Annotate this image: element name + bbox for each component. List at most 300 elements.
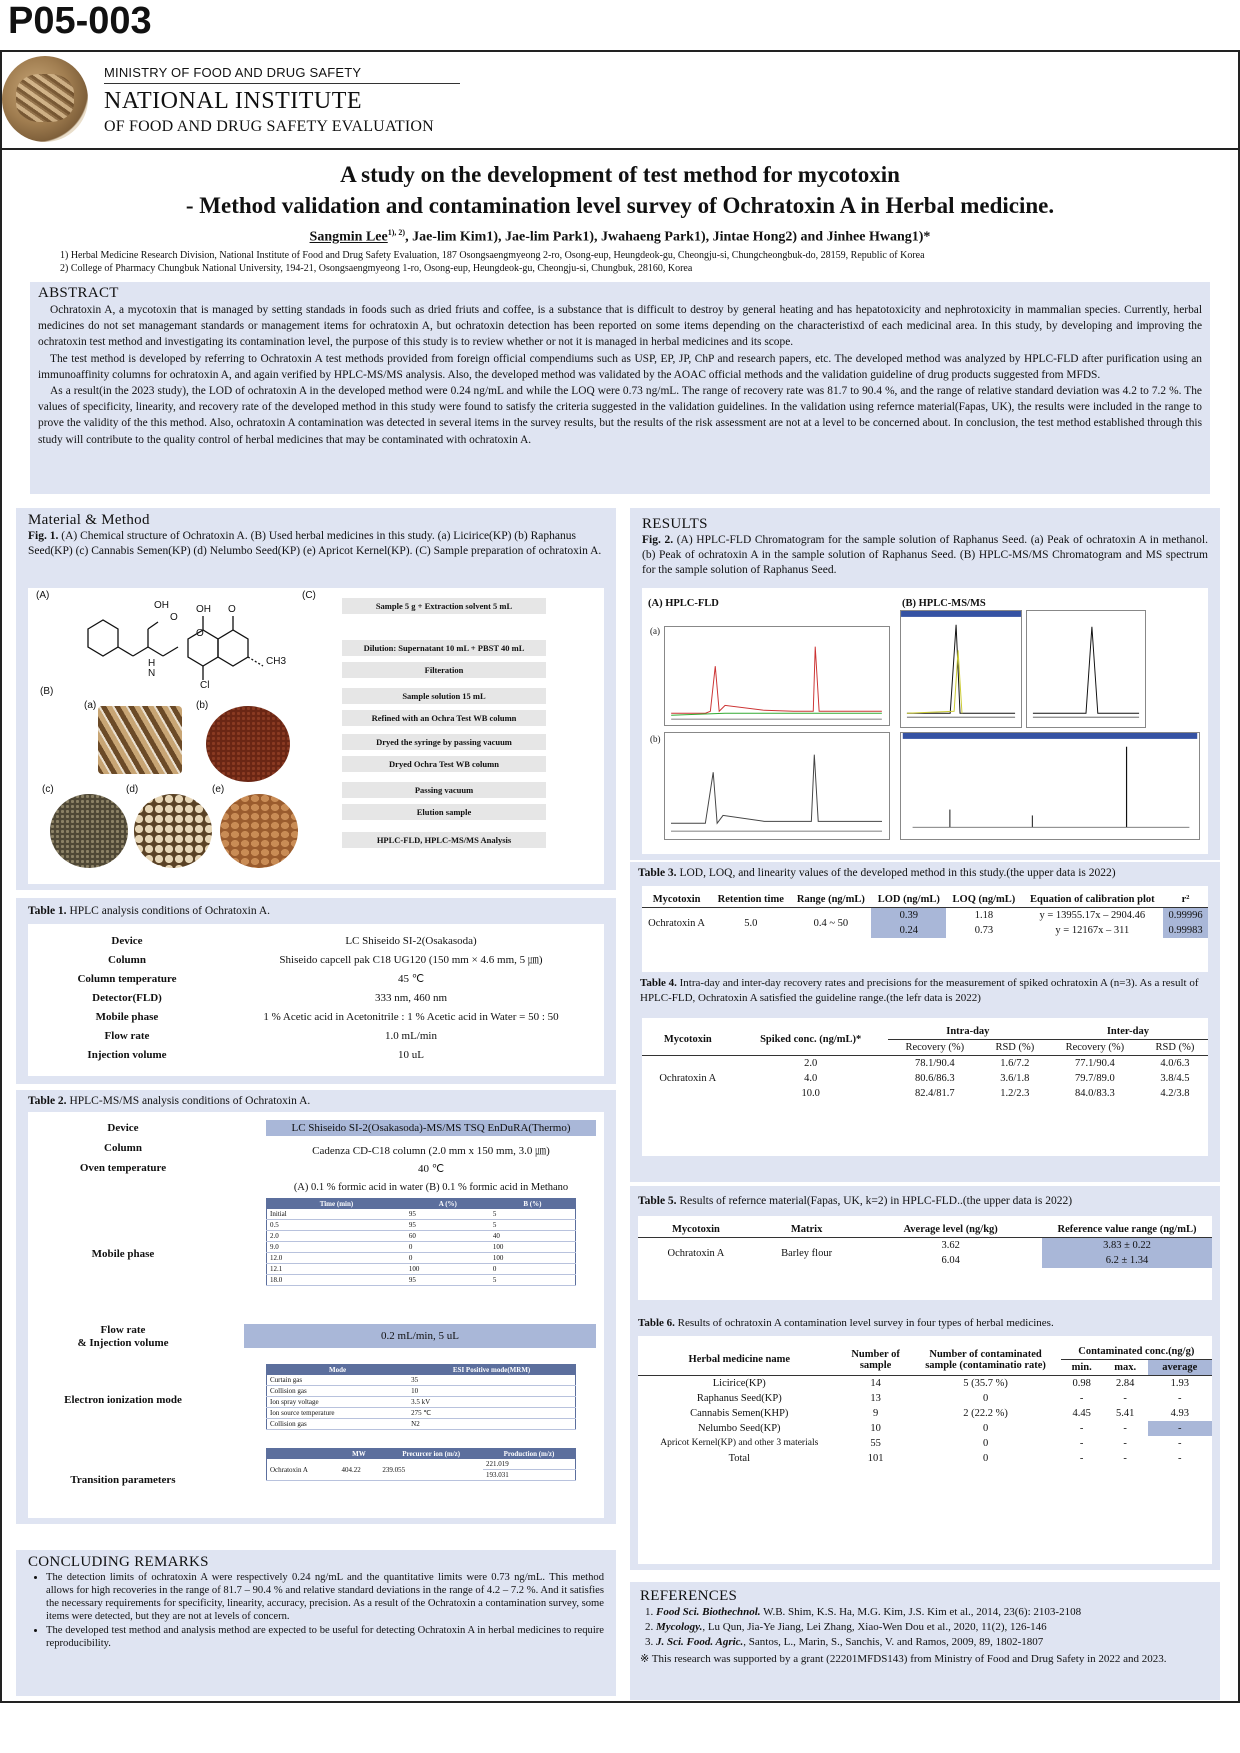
t2-flow-key: Flow rate & Injection volume — [77, 1324, 169, 1349]
table-cell: 10.0 — [801, 1088, 820, 1099]
table-header: Mode — [267, 1365, 409, 1376]
t2-oven-value: 40 ℃ — [417, 1163, 445, 1175]
table-cell: Mobile phase — [95, 1011, 159, 1023]
table-cell: 275 ℃ — [408, 1408, 575, 1419]
table-cell: - — [1178, 1438, 1182, 1449]
title-line-1: A study on the development of test method for mycotoxin — [340, 162, 900, 187]
panel-label-B: (B) — [40, 686, 54, 697]
table4-caption-text: Intra-day and inter-day recovery rates and precisions for the measurement of spiked ochratoxin A (n=3). As a result of HPLC-FLD, Ochratoxin A satisfied the guideline range.(the lefr data is 2022) — [640, 977, 1199, 1004]
table-cell: 79.7/89.0 — [1075, 1073, 1115, 1084]
hplc-fld-chromatogram-a — [664, 626, 890, 726]
table-row — [32, 970, 600, 989]
table-cell: Curtain gas — [267, 1375, 409, 1386]
t2-ei-key: Electron ionization mode — [64, 1394, 182, 1406]
table-cell: Column — [108, 954, 146, 966]
table-cell: 0.24 — [871, 923, 946, 938]
table-cell: 221.019 — [483, 1459, 576, 1470]
table-row — [638, 1344, 1212, 1360]
ei-table — [266, 1364, 576, 1430]
flow-step: Dryed the syringe by passing vacuum — [342, 734, 546, 750]
table-cell: 9 — [872, 1408, 879, 1419]
abstract-panel — [30, 282, 1210, 494]
table-cell: 5 — [490, 1209, 576, 1220]
table-row — [642, 908, 1208, 924]
results-panel — [630, 508, 1220, 860]
table-cell: 0.73 — [974, 925, 994, 936]
flow-step: Elution sample — [342, 804, 546, 820]
table-cell: 9.0 — [267, 1242, 406, 1253]
table-header: Mycotoxin — [652, 894, 701, 905]
table-cell: 4.93 — [1170, 1408, 1189, 1419]
table-header: Matrix — [790, 1224, 823, 1235]
table-cell: 6.2 ± 1.34 — [1042, 1253, 1212, 1268]
table-row — [638, 1406, 1212, 1421]
table-header: Number of contaminated sample (contaminatio rate) — [925, 1348, 1046, 1371]
table-cell: y = 13955.17x – 2904.46 — [1039, 910, 1146, 921]
table-cell: Barley flour — [781, 1247, 833, 1259]
table-cell: 4.2/3.8 — [1160, 1088, 1190, 1099]
table-row — [638, 1436, 1212, 1451]
table-cell: Flow rate — [104, 1030, 150, 1042]
table-cell: Ochratoxin A — [667, 1247, 725, 1259]
table-cell: 1 % Acetic acid in Acetonitrile : 1 % Acetic acid in Water = 50 : 50 — [263, 1011, 559, 1023]
table2-caption — [28, 1094, 604, 1109]
table3-label: Table 3. — [638, 867, 677, 879]
flow-step: Refined with an Ochra Test WB column — [342, 710, 546, 726]
table-cell: - — [1079, 1393, 1084, 1404]
table-row — [32, 951, 600, 970]
table5-label: Table 5. — [638, 1195, 677, 1207]
table-cell: Column temperature — [77, 973, 177, 985]
table-cell: 40 — [490, 1231, 576, 1242]
table-cell: 1.2/2.3 — [1000, 1088, 1030, 1099]
funding-note: ※ This research was supported by a grant (22201MFDS143) from Ministry of Food and Drug Safety in 2022 and 2023. — [640, 1653, 1167, 1665]
table-row — [267, 1199, 576, 1210]
table6-label: Table 6. — [638, 1317, 675, 1329]
table-cell: 13 — [870, 1393, 881, 1404]
table-header — [267, 1449, 339, 1460]
table-header: Herbal medicine name — [688, 1354, 791, 1365]
ms-spectrum — [900, 732, 1200, 840]
table-header: LOQ (ng/mL) — [952, 894, 1016, 905]
table-header: Intra-day — [888, 1024, 1048, 1040]
table-row — [638, 1238, 1212, 1254]
table-header: average — [1148, 1360, 1212, 1376]
table-cell: - — [1178, 1393, 1182, 1404]
panel-label-a: (a) — [84, 700, 97, 711]
panel-label-c: (c) — [42, 784, 54, 795]
fig1-figure — [28, 588, 604, 884]
table-row — [267, 1397, 576, 1408]
table-cell: - — [1079, 1423, 1084, 1434]
table-header: r² — [1181, 894, 1190, 905]
table3-caption — [638, 866, 1212, 881]
gradient-table — [266, 1198, 576, 1286]
struct-label: OH — [154, 600, 169, 611]
table-header: Time (min) — [267, 1199, 406, 1210]
table-cell: 77.1/90.4 — [1075, 1058, 1115, 1069]
table-cell: 0.98 — [1072, 1378, 1091, 1389]
table2-label: Table 2. — [28, 1095, 67, 1107]
table-cell: 6.04 — [941, 1255, 960, 1266]
table-cell: 0.99983 — [1163, 923, 1208, 938]
fig2-caption — [642, 533, 1208, 578]
table-cell: 95 — [406, 1220, 490, 1231]
table-cell: 100 — [490, 1253, 576, 1264]
conclusion-panel — [16, 1550, 616, 1696]
table-row — [32, 1046, 600, 1065]
table-row — [638, 1376, 1212, 1392]
table-cell: Total — [728, 1453, 750, 1464]
table-cell: 4.0/6.3 — [1160, 1058, 1190, 1069]
table-cell: 3.62 — [941, 1240, 960, 1251]
table-row — [267, 1275, 576, 1286]
table2-caption-text: HPLC-MS/MS analysis conditions of Ochratoxin A. — [66, 1095, 311, 1107]
table4-caption — [640, 976, 1210, 1006]
fig1-label: Fig. 1. — [28, 530, 59, 542]
table5-6-panel — [630, 1186, 1220, 1570]
table-cell: 10 — [870, 1423, 881, 1434]
table-cell: Ochratoxin A — [267, 1459, 339, 1481]
table-header: ESI Positive mode(MRM) — [408, 1365, 575, 1376]
msms-spectrum-top — [1026, 610, 1146, 728]
flow-step: Filteration — [342, 662, 546, 678]
table-row — [32, 932, 600, 951]
ref-journal: Food Sci. Biothechnol. — [656, 1606, 761, 1618]
fig2-panel-a-label: (A) HPLC-FLD — [648, 598, 719, 609]
table-cell: 333 nm, 460 nm — [374, 992, 448, 1004]
table-cell: 95 — [406, 1209, 490, 1220]
table-header: Mycotoxin — [663, 1034, 712, 1045]
table-row — [267, 1386, 576, 1397]
struct-label: OH — [196, 604, 211, 615]
table4-box — [642, 1018, 1208, 1156]
table-header: Spiked conc. (ng/mL)* — [760, 1034, 862, 1045]
panel-label-d: (d) — [126, 784, 139, 795]
raphanus-seed-photo — [206, 706, 290, 782]
table-cell: Apricot Kernel(KP) and other 3 materials — [660, 1438, 819, 1448]
material-method-heading: Material & Method — [28, 512, 150, 528]
table6-box — [638, 1336, 1212, 1564]
licorice-photo — [98, 706, 182, 774]
results-heading: RESULTS — [642, 516, 708, 532]
ref-journal: Mycology. — [656, 1621, 703, 1633]
references-heading: REFERENCES — [640, 1588, 738, 1604]
table-cell: 55 — [870, 1438, 881, 1449]
struct-label: N — [148, 668, 156, 679]
table-header: Equation of calibration plot — [1030, 894, 1155, 905]
fig2-figure — [642, 588, 1208, 854]
table-cell: 80.6/86.3 — [914, 1073, 955, 1084]
cannabis-semen-photo — [50, 794, 128, 868]
table-row — [32, 1008, 600, 1027]
table5-box — [638, 1216, 1212, 1300]
table-cell: Initial — [267, 1209, 406, 1220]
table1-caption-text: HPLC analysis conditions of Ochratoxin A. — [66, 905, 271, 917]
table1-caption — [28, 904, 604, 919]
table-cell: 1.0 mL/min — [385, 1030, 437, 1042]
struct-label: O — [228, 604, 236, 615]
panel-label-e: (e) — [212, 784, 225, 795]
affiliation-1: 1) Herbal Medicine Research Division, National Institute of Food and Drug Safety Evaluation, 187 Osongsaengmyeong 2-ro, Osong-eup, Heungdeok-gu, Cheongju-si, Chungcheongbuk-do, 28159, Republic of Korea — [60, 250, 925, 261]
header-divider — [104, 83, 460, 84]
table4 — [642, 1024, 1208, 1101]
table-row — [267, 1449, 576, 1460]
institute-subname: OF FOOD AND DRUG SAFETY EVALUATION — [104, 118, 434, 135]
table-cell: 12.0 — [267, 1253, 406, 1264]
table-header: A (%) — [406, 1199, 490, 1210]
table-cell: 5 — [490, 1275, 576, 1286]
table-cell: 35 — [408, 1375, 575, 1386]
hplc-fld-chromatogram-b — [664, 732, 890, 840]
table-cell: 18.0 — [267, 1275, 406, 1286]
table-cell: 78.1/90.4 — [914, 1058, 955, 1069]
table-cell: 0 — [406, 1242, 490, 1253]
table-row — [267, 1375, 576, 1386]
msms-chromatogram — [900, 610, 1022, 728]
table-cell: Ochratoxin A — [659, 1073, 717, 1084]
fig2-label: Fig. 2. — [642, 534, 674, 546]
table-cell: 84.0/83.3 — [1075, 1088, 1115, 1099]
fig1-caption-text: (A) Chemical structure of Ochratoxin A. (B) Used herbal medicines in this study. (a) Licirice(KP) (b) Raphanus Seed(KP) (c) Cannabis Semen(KP) (d) Nelumbo Seed(KP) (e) Apricot Kernel(KP). (C) Sample preparation of ochratoxin A. — [28, 530, 602, 557]
table-cell: 1.93 — [1170, 1378, 1189, 1389]
ministry-name: MINISTRY OF FOOD AND DRUG SAFETY — [104, 65, 362, 80]
fig1-caption — [28, 529, 604, 559]
table1-panel — [16, 898, 616, 1084]
table-row — [638, 1391, 1212, 1406]
table-header: Retention time — [717, 894, 784, 905]
table-row — [267, 1408, 576, 1419]
panel-label-A: (A) — [36, 590, 50, 601]
table-cell: 2.0 — [267, 1231, 406, 1242]
table-cell: 239.055 — [379, 1459, 483, 1481]
ref-text: , Santos, L., Marin, S., Sanchis, V. and Ramos, 2009, 89, 1802-1807 — [743, 1636, 1044, 1648]
table-cell: Injection volume — [87, 1049, 167, 1061]
table-row — [638, 1222, 1212, 1238]
table-row — [642, 1056, 1208, 1072]
struct-label: H — [148, 658, 156, 669]
table-header: Production (m/z) — [483, 1449, 576, 1460]
table-header: LOD (ng/mL) — [877, 894, 940, 905]
list-item: • The detection limits of ochratoxin A were respectively 0.24 ng/mL and the quantitative limits were 0.73 ng/mL. This method allows for high recoveries in the range of 81.7 – 90.4 % and relative standard deviations in the range of 4.2 – 7.2 %. And it satisfies the necessary requirements for specificity, linearity, accuracy, precision. As a result of the Ochratoxin a contamination survey, some items were detected, but they are not at levels of concern. — [46, 1571, 604, 1623]
t2-flow-value: 0.2 mL/min, 5 uL — [244, 1324, 596, 1348]
table-cell: 1.6/7.2 — [1000, 1058, 1030, 1069]
panel-label-b: (b) — [196, 700, 209, 711]
material-method-panel — [16, 508, 616, 890]
table-header: Range (ng/mL) — [796, 894, 865, 905]
list-item: • The developed test method and analysis method are expected to be useful for detecting Ochratoxin A in herbal medicines to require reproducibility. — [46, 1624, 604, 1650]
table-cell: 5 — [490, 1220, 576, 1231]
table5 — [638, 1222, 1212, 1268]
table-row — [267, 1253, 576, 1264]
fig2-sub-b: (b) — [650, 734, 661, 744]
struct-label: O — [170, 612, 178, 623]
table-cell: - — [1123, 1453, 1127, 1464]
apricot-kernel-photo — [220, 794, 298, 868]
table-cell: Shiseido capcell pak C18 UG120 (150 mm × 4.6 mm, 5 ㎛) — [279, 954, 543, 966]
table-cell: 100 — [490, 1242, 576, 1253]
table-cell: - — [1178, 1453, 1182, 1464]
table-cell: Ion source temperature — [267, 1408, 409, 1419]
table-cell: 12.1 — [267, 1264, 406, 1275]
flow-step: Passing vacuum — [342, 782, 546, 798]
fig2-panel-b-label: (B) HPLC-MS/MS — [902, 598, 986, 609]
institute-name: NATIONAL INSTITUTE — [104, 88, 363, 114]
t2-device-key: Device — [107, 1122, 139, 1134]
first-author-sup: 1), 2) — [387, 228, 406, 237]
ref-text: W.B. Shim, K.S. Ha, M.G. Kim, J.S. Kim et al., 2014, 23(6): 2103-2108 — [760, 1606, 1082, 1618]
table-header: Inter-day — [1048, 1024, 1208, 1040]
title-line-2: - Method validation and contamination level survey of Ochratoxin A in Herbal medicine. — [185, 193, 1055, 218]
t2-column-key: Column — [104, 1142, 142, 1154]
list-item — [656, 1635, 1210, 1650]
t2-column-value: Cadenza CD-C18 column (2.0 mm x 150 mm, 3.0 ㎛) — [312, 1145, 550, 1157]
ref-journal: J. Sci. Food. Agric. — [656, 1636, 744, 1648]
table-cell: 2.84 — [1115, 1378, 1135, 1389]
table3-box — [642, 886, 1208, 972]
table-row — [267, 1419, 576, 1430]
table-header: Contaminated conc.(ng/g) — [1061, 1344, 1212, 1360]
table-header: Precurcer ion (m/z) — [379, 1449, 483, 1460]
other-authors: , Jae-lim Kim1), Jae-lim Park1), Jwahaeng Park1), Jintae Hong2) and Jinhee Hwang1)* — [405, 229, 931, 245]
table-cell: 0 — [982, 1438, 989, 1449]
t2-mobile-key: Mobile phase — [91, 1248, 155, 1260]
panel-label-C: (C) — [302, 590, 316, 601]
references-panel — [630, 1582, 1220, 1700]
flow-step: Sample 5 g + Extraction solvent 5 mL — [342, 598, 546, 614]
table-cell: y = 12167x – 311 — [1055, 925, 1130, 936]
table-cell: 95 — [406, 1275, 490, 1286]
table-cell: 3.83 ± 0.22 — [1042, 1238, 1212, 1254]
table-cell: 2 (22.2 %) — [963, 1408, 1008, 1419]
table-cell: 0.39 — [871, 908, 946, 924]
table-cell: - — [1123, 1438, 1127, 1449]
table-row — [32, 989, 600, 1008]
abstract-paragraph: Ochratoxin A, a mycotoxin that is managed by setting standads in foods such as dried friuts and coffee, is a substance that is difficult to destroy by general heating and has hepatotoxicity and nephrotoxicity in mammalian species. Currently, herbal medicines do not set managemant standards or management items for ochratoxin A, but ochratoxin detection has been reported on some items depending on the characteristixd of each medicinal area. In this study, by developing and improving the ochratoxin test method and investigating its contamination level, the purpose of this study is to review whether or not it is managed in herbal medicines and its scope. — [38, 304, 1202, 349]
abstract-paragraph: As a result(in the 2023 study), the LOD of ochratoxin A in the developed method were 0.24 ng/mL and while the LOQ were 0.73 ng/mL. The range of recovery rate was 81.7 to 90.4 %, and the range of relative standard deviation was 4.2 to 7.2 %. The values of specificity, linearity, and recovery rate of the developed method in this study were found to satisfy the criteria suggested in the validation guidelines. In the validation using refernce material(Fapas, UK), the results were included in the range to prove the validity of the this method. Also, ochratoxin A contamination was detected in several items in the survey results, but the results of the risk assessment are not at a level to be concerned about. In conclusion, the test method established through this study will contribute to the quality control of herbal medicines that may be contaminated with ochratoxin A. — [38, 385, 1202, 446]
table1 — [32, 932, 600, 1065]
table-cell: 0 — [982, 1453, 989, 1464]
fig2-sub-a: (a) — [650, 626, 660, 636]
affiliation-2: 2) College of Pharmacy Chungbuk National University, 194-21, Osongsaengmyeong 1-ro, Osong-eup, Heungdeok-gu, Cheongju-si, Chungbuk, 28160, Korea — [60, 263, 693, 274]
table-row — [642, 892, 1208, 908]
table-row — [267, 1365, 576, 1376]
table-cell: 10 — [408, 1386, 575, 1397]
table1-box — [28, 924, 604, 1076]
table-cell: 0.4 ~ 50 — [813, 917, 849, 929]
conclusion-list — [46, 1571, 604, 1650]
abstract-heading: ABSTRACT — [38, 285, 119, 301]
herbal-logo-image — [2, 56, 88, 142]
table4-label: Table 4. — [640, 977, 677, 989]
table-cell: 2.0 — [804, 1058, 818, 1069]
table-cell: - — [1079, 1453, 1084, 1464]
table-header: Reference value range (ng/mL) — [1057, 1224, 1197, 1235]
t2-device-value: LC Shiseido SI-2(Osakasoda)-MS/MS TSQ EnDuRA(Thermo) — [266, 1120, 596, 1136]
table3-4-panel — [630, 862, 1220, 1182]
table-cell: 0 — [406, 1253, 490, 1264]
t2-mobile-note: (A) 0.1 % formic acid in water (B) 0.1 % formic acid in Methano — [293, 1182, 569, 1193]
table-cell: Nelumbo Seed(KP) — [698, 1423, 781, 1434]
table1-label: Table 1. — [28, 905, 67, 917]
table-cell: 4.45 — [1072, 1408, 1091, 1419]
table-row — [267, 1242, 576, 1253]
table6-caption — [638, 1316, 1054, 1331]
table-header: Recovery (%) — [1065, 1042, 1125, 1053]
table-header: B (%) — [490, 1199, 576, 1210]
table-row — [638, 1451, 1212, 1466]
flow-step: HPLC-FLD, HPLC-MS/MS Analysis — [342, 832, 546, 848]
table-cell: Detector(FLD) — [92, 992, 162, 1004]
table3 — [642, 892, 1208, 938]
table-cell: 60 — [406, 1231, 490, 1242]
struct-label: CH3 — [266, 656, 287, 667]
list-item — [656, 1620, 1210, 1635]
table-cell: - — [1123, 1423, 1127, 1434]
table-cell: 3.8/4.5 — [1160, 1073, 1190, 1084]
nelumbo-seed-photo — [134, 794, 212, 868]
table-header: RSD (%) — [995, 1042, 1035, 1053]
t2-oven-key: Oven temperature — [79, 1162, 167, 1174]
table-cell: 5.0 — [744, 917, 758, 929]
table-cell: 193.031 — [483, 1470, 576, 1481]
table-row — [642, 1024, 1208, 1040]
table-header: Recovery (%) — [905, 1042, 965, 1053]
table-cell: Licirice(KP) — [712, 1378, 766, 1389]
table-row — [267, 1459, 576, 1470]
table-cell: Ochratoxin A — [648, 917, 706, 929]
table3-caption-text: LOD, LOQ, and linearity values of the developed method in this study.(the upper data is 2022) — [676, 867, 1116, 879]
table-cell: 4.0 — [804, 1073, 818, 1084]
header-rule — [0, 148, 1240, 150]
table-cell: 0 — [982, 1423, 989, 1434]
table-cell: 1.18 — [974, 910, 994, 921]
table-row — [267, 1264, 576, 1275]
struct-label: O — [196, 628, 204, 639]
table-cell: 100 — [406, 1264, 490, 1275]
table-cell: 0 — [982, 1393, 989, 1404]
table-cell: - — [1123, 1393, 1127, 1404]
table-cell: Raphanus Seed(KP) — [696, 1393, 782, 1404]
flow-step: Dryed Ochra Test WB column — [342, 756, 546, 772]
flow-step: Sample solution 15 mL — [342, 688, 546, 704]
table-cell: Ion spray voltage — [267, 1397, 409, 1408]
table-cell: 5.41 — [1115, 1408, 1135, 1419]
table-cell: 0.5 — [267, 1220, 406, 1231]
ref-text: , Lu Qun, Jia-Ye Jiang, Lei Zhang, Xiao-Wen Dou et al., 2020, 11(2), 126-146 — [702, 1621, 1047, 1633]
table-header: max. — [1114, 1362, 1137, 1373]
table6-caption-text: Results of ochratoxin A contamination level survey in four types of herbal medicines. — [674, 1317, 1054, 1329]
authors — [0, 228, 1240, 246]
table-cell: Collision gas — [267, 1386, 409, 1397]
table-row — [267, 1209, 576, 1220]
table5-caption-text: Results of refernce material(Fapas, UK, k=2) in HPLC-FLD..(the upper data is 2022) — [676, 1195, 1073, 1207]
table-cell: 0.99996 — [1163, 908, 1208, 924]
table-header: RSD (%) — [1155, 1042, 1195, 1053]
table-header: Mycotoxin — [672, 1224, 720, 1235]
table-header: MW — [338, 1449, 379, 1460]
references-list — [656, 1605, 1210, 1650]
table-header: min. — [1071, 1362, 1092, 1373]
poster-id: P05-003 — [8, 0, 152, 42]
table-cell: 404.22 — [338, 1459, 379, 1481]
table2-panel — [16, 1090, 616, 1524]
table-row — [638, 1421, 1212, 1436]
table-cell: Cannabis Semen(KHP) — [690, 1408, 789, 1419]
table6 — [638, 1344, 1212, 1466]
table-cell: N2 — [408, 1419, 575, 1430]
struct-label: Cl — [200, 680, 210, 691]
